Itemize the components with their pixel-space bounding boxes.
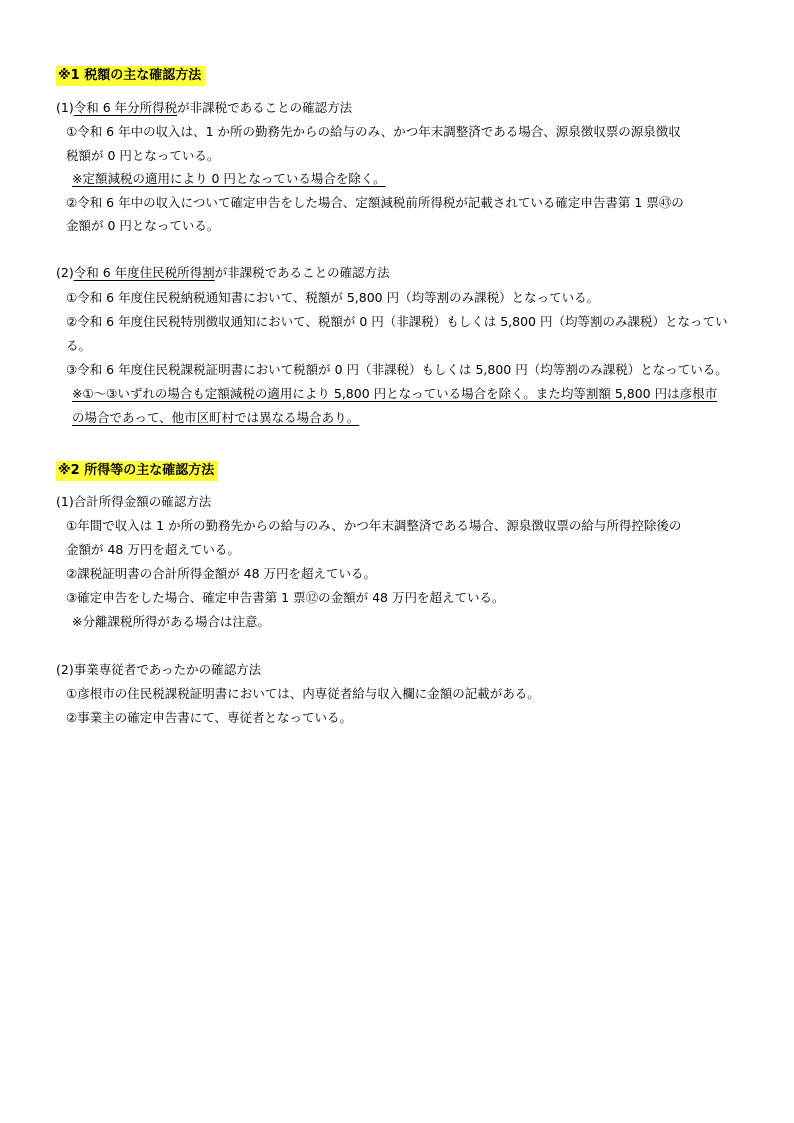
section1-sub2-note-line1: ※①～③いずれの場合も定額減税の適用により 5,800 円となっている場合を除く。また均等割額 5,800 円は彦根市	[72, 386, 718, 401]
section1-sub2-underlined-title: 令和 6 年度住民税所得割	[73, 265, 215, 280]
section1-sub1-suffix: が非課税であることの確認方法	[177, 100, 353, 115]
section1-sub2-suffix: が非課税であることの確認方法	[214, 265, 390, 280]
section1-sub1-item1-line2: 税額が 0 円となっている。	[66, 148, 220, 163]
section1-sub1-title	[56, 96, 352, 119]
section1-sub2-item2-line1: ②令和 6 年度住民税特別徴収通知において、税額が 0 円（非課税）もしくは 5,800 円（均等割のみ課税）となってい	[66, 314, 728, 329]
section1-sub2-item2-line2: る。	[66, 338, 92, 353]
section1-sub2-title	[56, 261, 390, 284]
section1-sub1-item1-line1: ①令和 6 年中の収入は、1 か所の勤務先からの給与のみ、かつ年末調整済である場合、源泉徴収票の源泉徴収	[66, 124, 681, 139]
section2-sub2-item1: ①彦根市の住民税課税証明書においては、内専従者給与収入欄に金額の記載がある。	[66, 686, 540, 701]
section2-sub1-item1-line2: 金額が 48 万円を超えている。	[66, 542, 240, 557]
section1-sub2-prefix: (2)	[56, 265, 74, 280]
section2-sub1-note: ※分離課税所得がある場合は注意。	[72, 614, 270, 629]
section1-sub2-note-line2: の場合であって、他市区町村では異なる場合あり。	[72, 410, 360, 425]
section2-sub2-item2: ②事業主の確定申告書にて、専従者となっている。	[66, 710, 352, 725]
section2-sub1-item2: ②課税証明書の合計所得金額が 48 万円を超えている。	[66, 566, 377, 581]
section2-sub1-title: (1)合計所得金額の確認方法	[56, 494, 212, 509]
section1-sub2-item3: ③令和 6 年度住民税課税証明書において税額が 0 円（非課税）もしくは 5,800 円（均等割のみ課税）となっている。	[66, 362, 728, 377]
section2-sub1-item1-line1: ①年間で収入は 1 か所の勤務先からの給与のみ、かつ年末調整済である場合、源泉徴収票の給与所得控除後の	[66, 518, 682, 533]
section1-sub1-prefix: (1)	[56, 100, 74, 115]
section1-sub2-item1: ①令和 6 年度住民税納税通知書において、税額が 5,800 円（均等割のみ課税）となっている。	[66, 290, 600, 305]
section1-sub1-underlined-title: 令和 6 年分所得税	[73, 100, 178, 115]
section1-sub1-item2-line1: ②令和 6 年中の収入について確定申告をした場合、定額減税前所得税が記載されている確定申告書第 1 票㊸の	[66, 195, 684, 210]
section1-sub1-item2-line2: 金額が 0 円となっている。	[66, 218, 220, 233]
section2-heading: ※2 所得等の主な確認方法	[56, 461, 218, 481]
section1-heading: ※1 税額の主な確認方法	[56, 66, 205, 86]
section1-sub1-note: ※定額減税の適用により 0 円となっている場合を除く。	[72, 171, 386, 186]
section2-sub2-title: (2)事業専従者であったかの確認方法	[56, 662, 262, 677]
section2-sub1-item3: ③確定申告をした場合、確定申告書第 1 票⑫の金額が 48 万円を超えている。	[66, 590, 505, 605]
